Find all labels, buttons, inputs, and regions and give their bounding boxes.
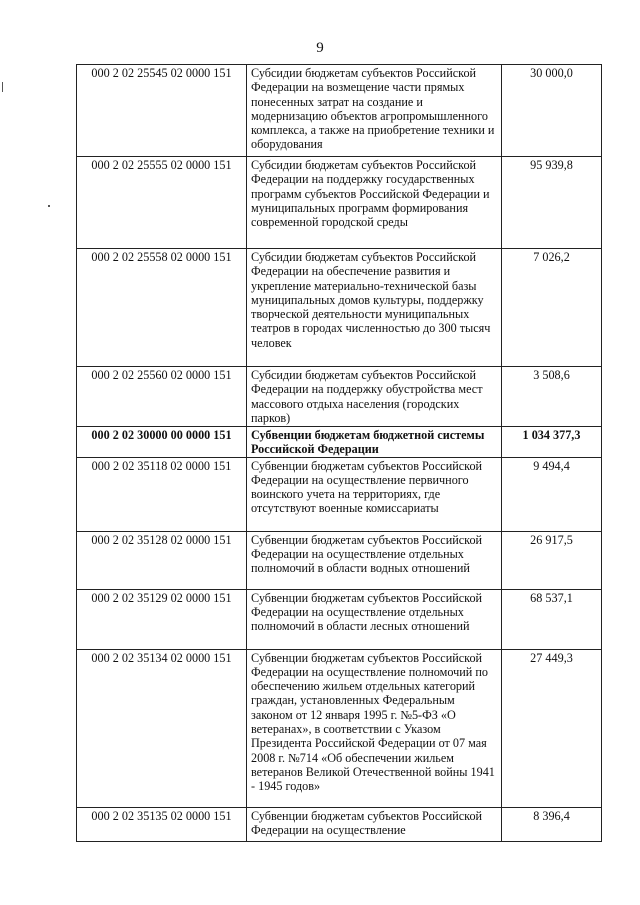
budget-code-cell: 000 2 02 35135 02 0000 151 xyxy=(77,807,247,841)
description-cell: Субвенции бюджетам субъектов Российской Федерации на осуществление отдельных полномочий в области водных отношений xyxy=(247,531,502,589)
budget-code-cell: 000 2 02 25560 02 0000 151 xyxy=(77,367,247,427)
budget-code-cell: 000 2 02 30000 00 0000 151 xyxy=(77,427,247,458)
scan-mark xyxy=(2,82,3,92)
table-row xyxy=(77,457,602,531)
table-row xyxy=(77,249,602,367)
description-cell: Субвенции бюджетам субъектов Российской Федерации на осуществление отдельных полномочий в области лесных отношений xyxy=(247,589,502,649)
description-cell: Субсидии бюджетам субъектов Российской Федерации на возмещение части прямых понесенных затрат на создание и модернизацию объектов агропромышленного комплекса, а также на приобретение техники и оборудования xyxy=(247,65,502,157)
table-row xyxy=(77,65,602,157)
amount-cell: 95 939,8 xyxy=(502,157,602,249)
budget-code-cell: 000 2 02 25545 02 0000 151 xyxy=(77,65,247,157)
description-cell: Субвенции бюджетам бюджетной системы Российской Федерации xyxy=(247,427,502,458)
amount-cell: 30 000,0 xyxy=(502,65,602,157)
description-cell: Субсидии бюджетам субъектов Российской Федерации на поддержку государственных программ субъектов Российской Федерации и муниципальных программ формирования современной городской среды xyxy=(247,157,502,249)
table-row xyxy=(77,157,602,249)
budget-table-body xyxy=(77,65,602,842)
table-row xyxy=(77,589,602,649)
amount-cell: 9 494,4 xyxy=(502,457,602,531)
description-cell: Субвенции бюджетам субъектов Российской Федерации на осуществление первичного воинского учета на территориях, где отсутствуют военные комиссариаты xyxy=(247,457,502,531)
amount-cell: 68 537,1 xyxy=(502,589,602,649)
budget-code-cell: 000 2 02 25555 02 0000 151 xyxy=(77,157,247,249)
amount-cell: 1 034 377,3 xyxy=(502,427,602,458)
description-cell: Субсидии бюджетам субъектов Российской Федерации на обеспечение развития и укрепление материально-технической базы муниципальных домов культуры, поддержку творческой деятельности муниципальных театров в городах численностью до 300 тысяч человек xyxy=(247,249,502,367)
scan-mark xyxy=(48,205,50,207)
page-number: 9 xyxy=(316,40,324,56)
table-row xyxy=(77,427,602,458)
amount-cell: 3 508,6 xyxy=(502,367,602,427)
amount-cell: 26 917,5 xyxy=(502,531,602,589)
description-cell: Субсидии бюджетам субъектов Российской Федерации на поддержку обустройства мест массового отдыха населения (городских парков) xyxy=(247,367,502,427)
table-row xyxy=(77,807,602,841)
budget-code-cell: 000 2 02 25558 02 0000 151 xyxy=(77,249,247,367)
amount-cell: 7 026,2 xyxy=(502,249,602,367)
amount-cell: 27 449,3 xyxy=(502,649,602,807)
budget-code-cell: 000 2 02 35118 02 0000 151 xyxy=(77,457,247,531)
budget-code-cell: 000 2 02 35129 02 0000 151 xyxy=(77,589,247,649)
table-row xyxy=(77,367,602,427)
budget-table xyxy=(76,64,602,842)
budget-code-cell: 000 2 02 35134 02 0000 151 xyxy=(77,649,247,807)
description-cell: Субвенции бюджетам субъектов Российской Федерации на осуществление xyxy=(247,807,502,841)
budget-code-cell: 000 2 02 35128 02 0000 151 xyxy=(77,531,247,589)
table-row xyxy=(77,649,602,807)
description-cell: Субвенции бюджетам субъектов Российской Федерации на осуществление полномочий по обеспечению жильем отдельных категорий граждан, установленных Федеральным законом от 12 января 1995 г. №5-ФЗ «О ветеранах», в соответствии с Указом Президента Российской Федерации от 07 мая 2008 г. №714 «Об обеспечении жильем ветеранов Великой Отечественной войны 1941 - 1945 годов» xyxy=(247,649,502,807)
table-row xyxy=(77,531,602,589)
amount-cell: 8 396,4 xyxy=(502,807,602,841)
